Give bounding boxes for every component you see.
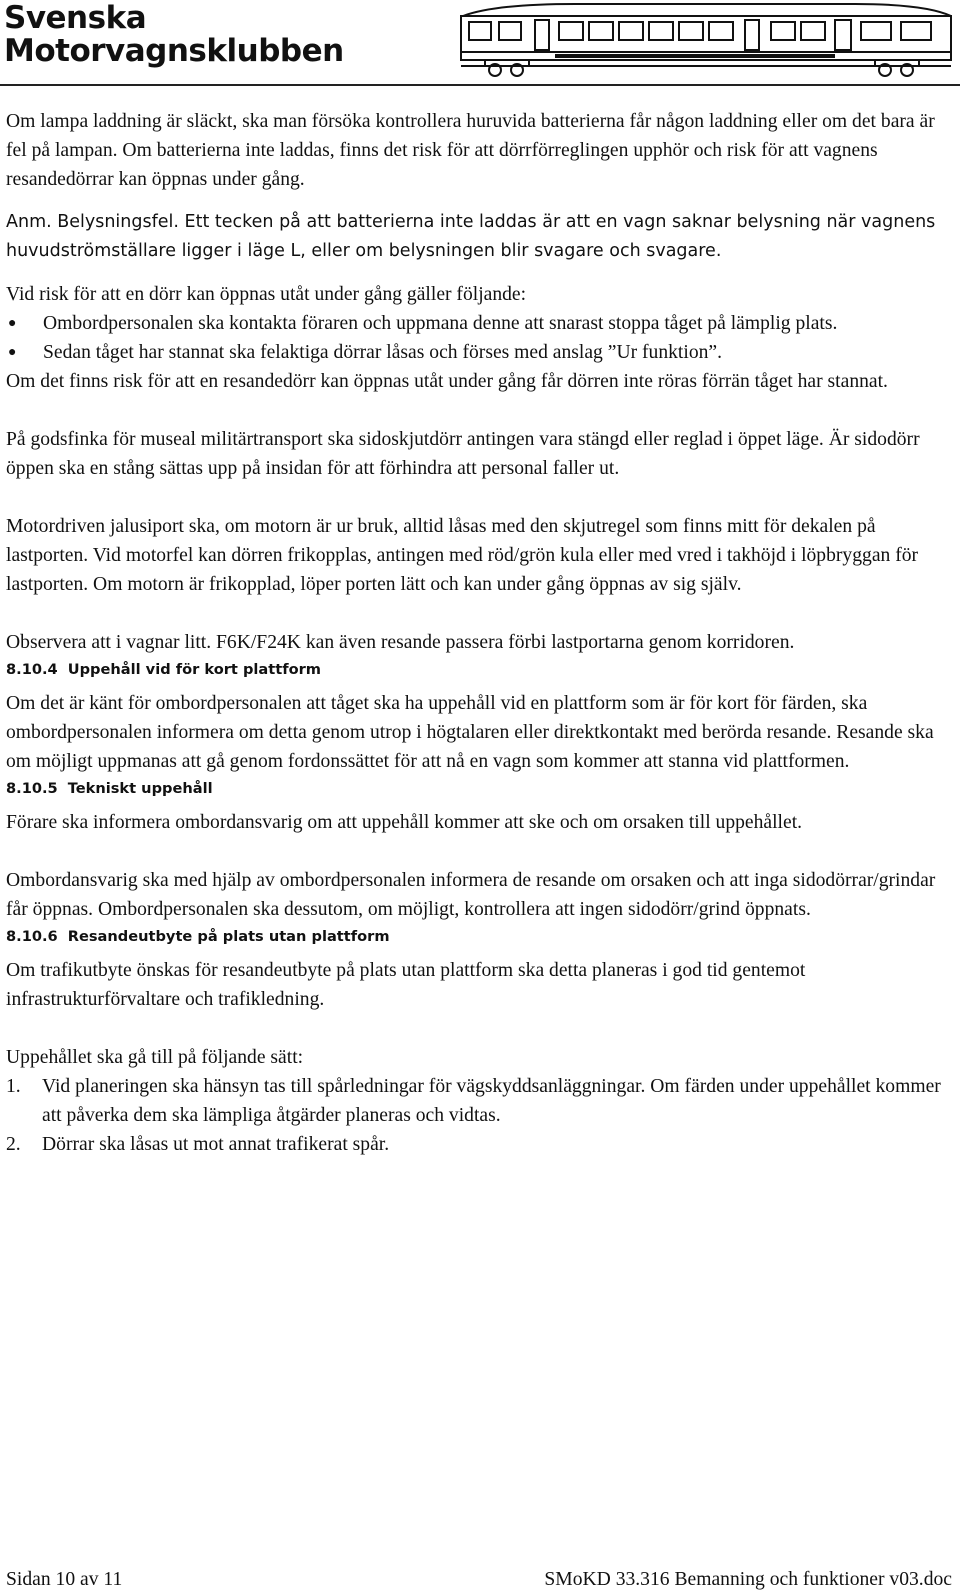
list-item [6,338,951,367]
paragraph-traffic-exchange: Om trafikutbyte önskas för resandeutbyte på plats utan plattform ska detta planeras i god tid gentemot infrastrukturförvaltare och trafikledning. [6,960,806,1010]
section-number: 8.10.4 [6,661,58,678]
section-number: 8.10.6 [6,928,58,945]
section-heading-8-10-4 [6,657,951,683]
section-heading-8-10-6 [6,924,951,950]
paragraph-freight-car: På godsfinka för museal militärtransport ska sidoskjutdörr antingen vara stängd eller reglad i öppet läge. Är sidodörr öppen ska en stång sättas upp på insidan för att förhindra att personal faller ut. [6,429,920,479]
paragraph-short-platform: Om det är känt för ombordpersonalen att tåget ska ha uppehåll vid en plattform som är för kort för färden, ska ombordpersonalen informera om detta genom utrop i högtalaren eller direktkontakt med berörda resande. Resande ska om möjligt uppmanas att gå genom fordonssättet för att nå en vagn som kommer att stanna vid plattformen. [6,693,934,772]
item-text: Vid planeringen ska hänsyn tas till spårledningar för vägskyddsanläggningar. Om färden under uppehållet kommer att påverka dem ska lämpliga åtgärder planeras och vidtas. [42,1076,941,1126]
logo-line-1: Svenska [4,0,147,36]
note-label: Anm. Belysningsfel. [6,212,179,232]
note-lighting [6,208,951,266]
item-number: 1. [6,1076,21,1097]
list-item [6,309,951,338]
bullet-icon: ● [8,345,17,360]
section-title: Resandeutbyte på plats utan plattform [67,928,390,945]
paragraph-battery: Om lampa laddning är släckt, ska man försöka kontrollera huruvida batterierna får någon laddning eller om det bara är fel på lampan. Om batterierna inte laddas, finns det risk för att dörrförreglingen upphör och risk för att vagnens resandedörrar kan öppnas under gång. [6,111,935,190]
page-number: Sidan 10 av 11 [6,1569,123,1590]
section-number: 8.10.5 [6,780,58,797]
paragraph-observe: Observera att i vagnar litt. F6K/F24K kan även resande passera förbi lastportarna genom korridoren. [6,632,795,653]
paragraph-door-open: Om det finns risk för att en resandedörr kan öppnas utåt under gång får dörren inte röras förrän tåget har stannat. [6,371,888,392]
document-body [6,107,951,1159]
item-number: 2. [6,1134,21,1155]
paragraph-onboard-info: Ombordansvarig ska med hjälp av ombordpersonalen informera de resande om orsaken och att inga sidodörrar/grindar får öppnas. Ombordpersonalen ska dessutom, om möjligt, kontrollera att ingen sidodörr/grind öppnats. [6,870,936,920]
page-header [0,0,960,80]
section-title: Uppehåll vid för kort plattform [67,661,321,678]
item-text: Dörrar ska låsas ut mot annat trafikerat spår. [42,1134,390,1155]
paragraph-shutter-door: Motordriven jalusiport ska, om motorn är ur bruk, alltid låsas med den skjutregel som finns mitt för dekalen på lastporten. Vid motorfel kan dörren frikopplas, antingen med röd/grön kula eller med vred i takhöjd i löpbryggan för lastporten. Om motorn är frikopplad, löper porten lätt och kan under gång öppnas av sig själv. [6,516,919,595]
railcar-illustration [455,2,955,78]
section-heading-8-10-5 [6,776,951,802]
bullet-text: Sedan tåget har stannat ska felaktiga dörrar låsas och förses med anslag ”Ur funktion”. [43,342,723,363]
logo-line-2: Motorvagnsklubben [4,33,344,69]
paragraph-procedure: Uppehållet ska gå till på följande sätt: [6,1047,304,1068]
note-text: Ett tecken på att batterierna inte laddas är att en vagn saknar belysning när vagnens huvudströmställare ligger i läge L, eller om belysningen blir svagare och svagare. [6,212,936,261]
numbered-item [6,1130,951,1159]
bullet-text: Ombordpersonalen ska kontakta föraren och uppmana denne att snarast stoppa tåget på lämplig plats. [43,313,838,334]
paragraph-technical-stop: Förare ska informera ombordansvarig om att uppehåll kommer att ske och om orsaken till uppehållet. [6,812,803,833]
paragraph-door-risk: Vid risk för att en dörr kan öppnas utåt under gång gäller följande: [6,284,527,305]
bullet-icon: ● [8,316,17,331]
numbered-item [6,1072,951,1130]
document-id: SMoKD 33.316 Bemanning och funktioner v03.doc [544,1569,952,1590]
header-rule [0,84,960,86]
section-title: Tekniskt uppehåll [67,780,213,797]
logo [4,2,344,68]
